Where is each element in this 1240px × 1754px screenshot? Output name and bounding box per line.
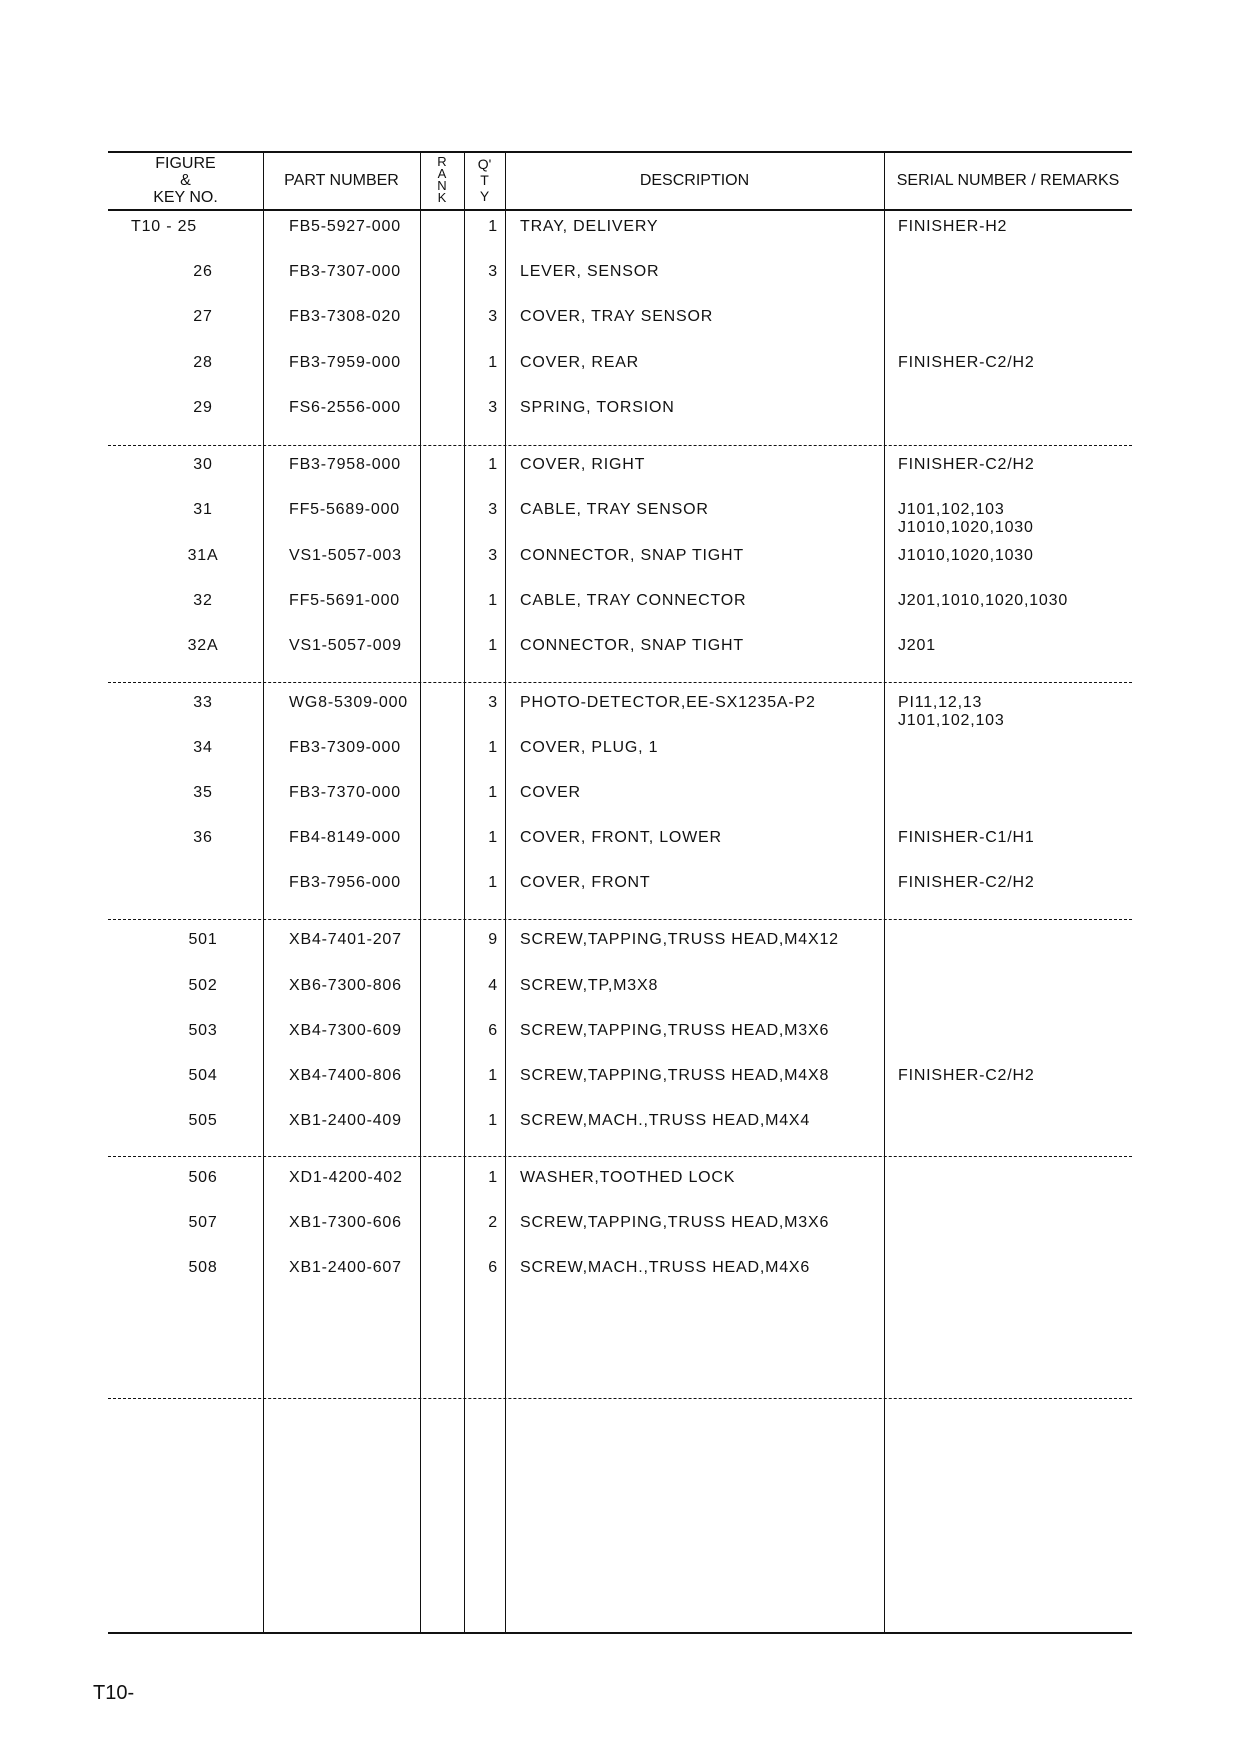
remarks bbox=[898, 354, 1130, 372]
key-number: 29 bbox=[193, 399, 213, 416]
quantity: 3 bbox=[488, 547, 498, 564]
description: COVER, RIGHT bbox=[520, 456, 646, 473]
part-number: FB3-7956-000 bbox=[289, 874, 401, 891]
remarks-line: FINISHER-C2/H2 bbox=[898, 456, 1035, 473]
table-row bbox=[108, 308, 1132, 340]
description: COVER, TRAY SENSOR bbox=[520, 308, 714, 325]
header-figure-key bbox=[108, 151, 263, 209]
quantity: 9 bbox=[488, 931, 498, 948]
key-number: 34 bbox=[193, 739, 213, 756]
header-figure-line3: KEY NO. bbox=[153, 188, 218, 206]
quantity: 6 bbox=[488, 1022, 498, 1039]
key-number: 31A bbox=[187, 547, 219, 564]
table-row bbox=[108, 218, 1132, 250]
quantity: 1 bbox=[488, 1067, 498, 1084]
part-number: FB4-8149-000 bbox=[289, 829, 401, 846]
key-number: 504 bbox=[188, 1067, 218, 1084]
remarks bbox=[898, 1067, 1130, 1085]
part-number: XB1-2400-607 bbox=[289, 1259, 402, 1276]
key-number: 33 bbox=[193, 694, 213, 711]
part-number: FF5-5689-000 bbox=[289, 501, 400, 518]
quantity: 1 bbox=[488, 874, 498, 891]
part-number: FB3-7308-020 bbox=[289, 308, 401, 325]
quantity: 1 bbox=[488, 1112, 498, 1129]
key-number: T10 - 25 bbox=[131, 218, 197, 235]
key-number: 506 bbox=[188, 1169, 218, 1186]
description: COVER, REAR bbox=[520, 354, 640, 371]
table-row bbox=[108, 501, 1132, 536]
part-number: VS1-5057-009 bbox=[289, 637, 402, 654]
part-number: XB4-7401-207 bbox=[289, 931, 402, 948]
remarks bbox=[898, 592, 1130, 610]
quantity: 1 bbox=[488, 456, 498, 473]
part-number: FB3-7370-000 bbox=[289, 784, 401, 801]
part-number: FB3-7309-000 bbox=[289, 739, 401, 756]
quantity: 1 bbox=[488, 1169, 498, 1186]
header-remarks: SERIAL NUMBER / REMARKS bbox=[896, 171, 1120, 189]
table-row bbox=[108, 263, 1132, 295]
key-number: 31 bbox=[193, 501, 213, 518]
table-row bbox=[108, 1169, 1132, 1201]
header-part-number: PART NUMBER bbox=[284, 171, 399, 189]
table-row bbox=[108, 694, 1132, 729]
description: TRAY, DELIVERY bbox=[520, 218, 659, 235]
group-separator bbox=[108, 919, 1132, 920]
group-separator bbox=[108, 1156, 1132, 1157]
description: SCREW,TAPPING,TRUSS HEAD,M3X6 bbox=[520, 1022, 830, 1039]
remarks-line: FINISHER-C2/H2 bbox=[898, 1067, 1035, 1084]
remarks bbox=[898, 501, 1130, 537]
description: COVER, FRONT bbox=[520, 874, 651, 891]
quantity: 3 bbox=[488, 501, 498, 518]
key-number: 35 bbox=[193, 784, 213, 801]
remarks bbox=[898, 547, 1130, 565]
group-separator bbox=[108, 445, 1132, 446]
quantity: 3 bbox=[488, 399, 498, 416]
quantity: 6 bbox=[488, 1259, 498, 1276]
part-number: VS1-5057-003 bbox=[289, 547, 402, 564]
description: SCREW,MACH.,TRUSS HEAD,M4X4 bbox=[520, 1112, 811, 1129]
part-number: XB1-7300-606 bbox=[289, 1214, 402, 1231]
description: SCREW,TAPPING,TRUSS HEAD,M4X12 bbox=[520, 931, 839, 948]
remarks-line: FINISHER-C2/H2 bbox=[898, 354, 1035, 371]
key-number: 503 bbox=[188, 1022, 218, 1039]
quantity: 1 bbox=[488, 592, 498, 609]
part-number: XB1-2400-409 bbox=[289, 1112, 402, 1129]
header-qty-letter: T bbox=[480, 172, 489, 188]
part-number: XB4-7300-609 bbox=[289, 1022, 402, 1039]
remarks bbox=[898, 874, 1130, 892]
description: CABLE, TRAY SENSOR bbox=[520, 501, 709, 518]
key-number: 508 bbox=[188, 1259, 218, 1276]
table-row bbox=[108, 784, 1132, 816]
table-row bbox=[108, 1112, 1132, 1144]
table-row bbox=[108, 1022, 1132, 1054]
quantity: 1 bbox=[488, 784, 498, 801]
key-number: 501 bbox=[188, 931, 218, 948]
remarks-line: J101,102,103 bbox=[898, 712, 1005, 729]
quantity: 1 bbox=[488, 218, 498, 235]
remarks bbox=[898, 637, 1130, 655]
key-number: 505 bbox=[188, 1112, 218, 1129]
key-number: 36 bbox=[193, 829, 213, 846]
remarks-line: FINISHER-C2/H2 bbox=[898, 874, 1035, 891]
quantity: 1 bbox=[488, 637, 498, 654]
header-qty-letter: Q' bbox=[477, 156, 492, 172]
table-row bbox=[108, 1214, 1132, 1246]
description: CABLE, TRAY CONNECTOR bbox=[520, 592, 747, 609]
header-rank-letter: N bbox=[437, 178, 447, 193]
table-row bbox=[108, 456, 1132, 488]
key-number: 26 bbox=[193, 263, 213, 280]
remarks-line: J1010,1020,1030 bbox=[898, 547, 1034, 564]
table-row bbox=[108, 637, 1132, 669]
description: PHOTO-DETECTOR,EE-SX1235A-P2 bbox=[520, 694, 816, 711]
description: SCREW,TP,M3X8 bbox=[520, 977, 659, 994]
remarks bbox=[898, 218, 1130, 236]
description: LEVER, SENSOR bbox=[520, 263, 660, 280]
description: CONNECTOR, SNAP TIGHT bbox=[520, 637, 744, 654]
remarks-line: J201 bbox=[898, 637, 936, 654]
group-separator bbox=[108, 682, 1132, 683]
header-rank-letter: A bbox=[437, 166, 447, 181]
part-number: FF5-5691-000 bbox=[289, 592, 400, 609]
quantity: 3 bbox=[488, 308, 498, 325]
part-number: WG8-5309-000 bbox=[289, 694, 408, 711]
header-description: DESCRIPTION bbox=[639, 171, 750, 189]
description: COVER, PLUG, 1 bbox=[520, 739, 659, 756]
quantity: 3 bbox=[488, 263, 498, 280]
description: WASHER,TOOTHED LOCK bbox=[520, 1169, 736, 1186]
group-separator bbox=[108, 1398, 1132, 1399]
quantity: 1 bbox=[488, 739, 498, 756]
description: COVER, FRONT, LOWER bbox=[520, 829, 722, 846]
remarks-line: PI11,12,13 bbox=[898, 694, 983, 711]
key-number: 507 bbox=[188, 1214, 218, 1231]
header-figure-line1: FIGURE bbox=[155, 154, 216, 172]
description: SCREW,MACH.,TRUSS HEAD,M4X6 bbox=[520, 1259, 811, 1276]
part-number: FB3-7307-000 bbox=[289, 263, 401, 280]
key-number: 30 bbox=[193, 456, 213, 473]
table-row bbox=[108, 977, 1132, 1009]
description: CONNECTOR, SNAP TIGHT bbox=[520, 547, 744, 564]
remarks bbox=[898, 829, 1130, 847]
description: COVER bbox=[520, 784, 581, 801]
remarks bbox=[898, 694, 1130, 730]
remarks-line: FINISHER-C1/H1 bbox=[898, 829, 1035, 846]
table-row bbox=[108, 592, 1132, 624]
key-number: 502 bbox=[188, 977, 218, 994]
table-row bbox=[108, 1259, 1132, 1291]
key-number: 28 bbox=[193, 354, 213, 371]
quantity: 1 bbox=[488, 829, 498, 846]
header-rank-letter: K bbox=[437, 190, 447, 205]
part-number: XB6-7300-806 bbox=[289, 977, 402, 994]
table-row bbox=[108, 829, 1132, 861]
table-row bbox=[108, 547, 1132, 579]
table-row bbox=[108, 1067, 1132, 1099]
table-row bbox=[108, 399, 1132, 431]
description: SPRING, TORSION bbox=[520, 399, 675, 416]
part-number: FS6-2556-000 bbox=[289, 399, 401, 416]
header-rank bbox=[420, 151, 464, 209]
quantity: 4 bbox=[488, 977, 498, 994]
table-row bbox=[108, 931, 1132, 963]
header-qty-letter: Y bbox=[479, 188, 490, 204]
part-number: FB3-7958-000 bbox=[289, 456, 401, 473]
quantity: 3 bbox=[488, 694, 498, 711]
description: SCREW,TAPPING,TRUSS HEAD,M4X8 bbox=[520, 1067, 830, 1084]
header-figure-line2: & bbox=[180, 171, 191, 189]
remarks-line: J101,102,103 bbox=[898, 501, 1005, 518]
header-qty bbox=[464, 151, 505, 209]
remarks-line: FINISHER-H2 bbox=[898, 218, 1008, 235]
quantity: 2 bbox=[488, 1214, 498, 1231]
remarks-line: J201,1010,1020,1030 bbox=[898, 592, 1069, 609]
key-number: 32A bbox=[187, 637, 219, 654]
remarks-line: J1010,1020,1030 bbox=[898, 519, 1034, 536]
remarks bbox=[898, 456, 1130, 474]
part-number: FB3-7959-000 bbox=[289, 354, 401, 371]
table-row bbox=[108, 874, 1132, 906]
header-bottom-rule bbox=[108, 209, 1132, 211]
key-number: 27 bbox=[193, 308, 213, 325]
page-label: T10- bbox=[93, 1682, 135, 1704]
table-row bbox=[108, 739, 1132, 771]
part-number: XB4-7400-806 bbox=[289, 1067, 402, 1084]
quantity: 1 bbox=[488, 354, 498, 371]
part-number: XD1-4200-402 bbox=[289, 1169, 403, 1186]
key-number: 32 bbox=[193, 592, 213, 609]
part-number: FB5-5927-000 bbox=[289, 218, 401, 235]
header-rank-letter: R bbox=[437, 154, 447, 169]
table-row bbox=[108, 354, 1132, 386]
parts-table bbox=[108, 151, 1132, 1634]
table-bottom-rule bbox=[108, 1632, 1132, 1634]
description: SCREW,TAPPING,TRUSS HEAD,M3X6 bbox=[520, 1214, 830, 1231]
